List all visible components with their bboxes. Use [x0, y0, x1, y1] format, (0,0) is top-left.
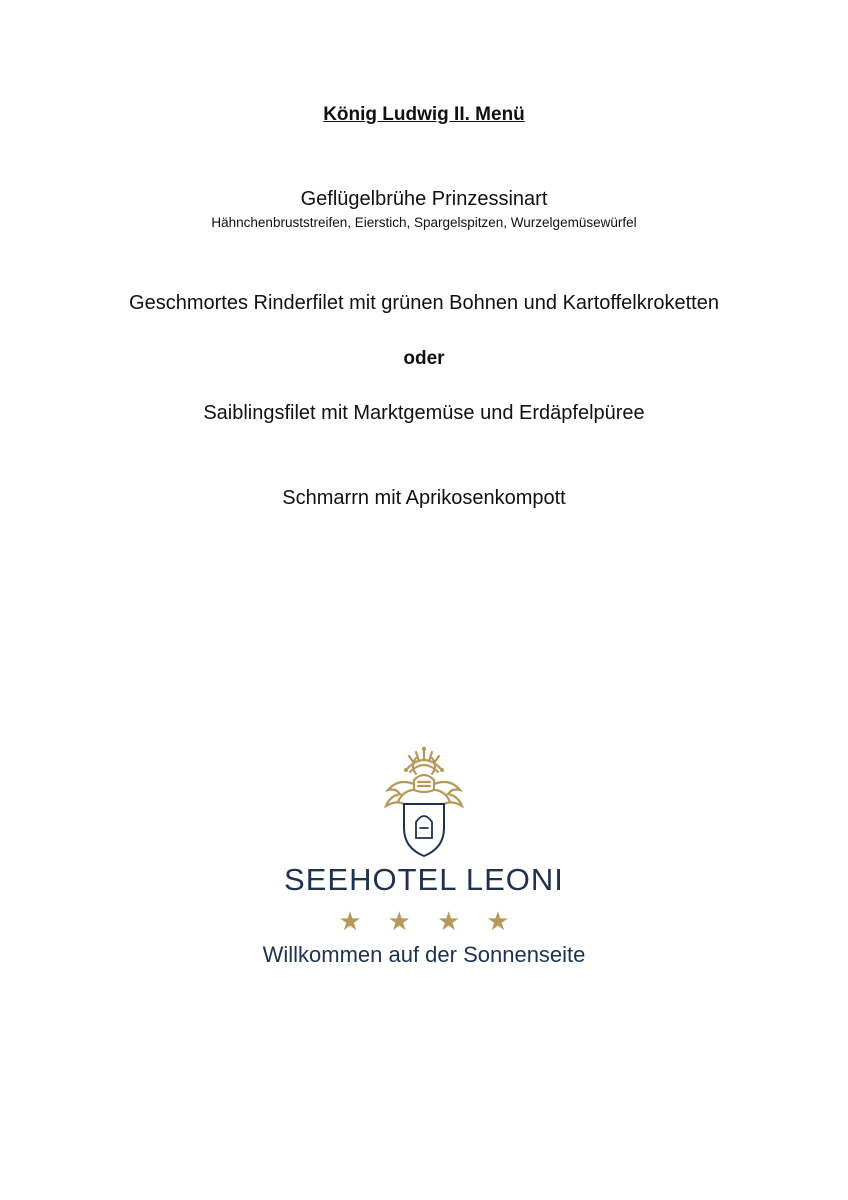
star-rating: ★★★★	[338, 906, 536, 936]
course-soup-details: Hähnchenbruststreifen, Eierstich, Spargelspitzen, Wurzelgemüsewürfel	[211, 215, 637, 230]
course-separator: oder	[403, 348, 445, 369]
hotel-name: SEEHOTEL LEONI	[284, 862, 564, 897]
course-dessert: Schmarrn mit Aprikosenkompott	[282, 487, 566, 509]
menu-title: König Ludwig II. Menü	[323, 104, 525, 125]
hotel-tagline: Willkommen auf der Sonnenseite	[262, 942, 586, 967]
course-soup: Geflügelbrühe Prinzessinart	[300, 188, 548, 210]
coat-of-arms-icon	[376, 744, 472, 862]
course-main-fish: Saiblingsfilet mit Marktgemüse und Erdäpfelpüree	[203, 402, 645, 424]
course-main-beef: Geschmortes Rinderfilet mit grünen Bohnen und Kartoffelkroketten	[129, 292, 719, 314]
